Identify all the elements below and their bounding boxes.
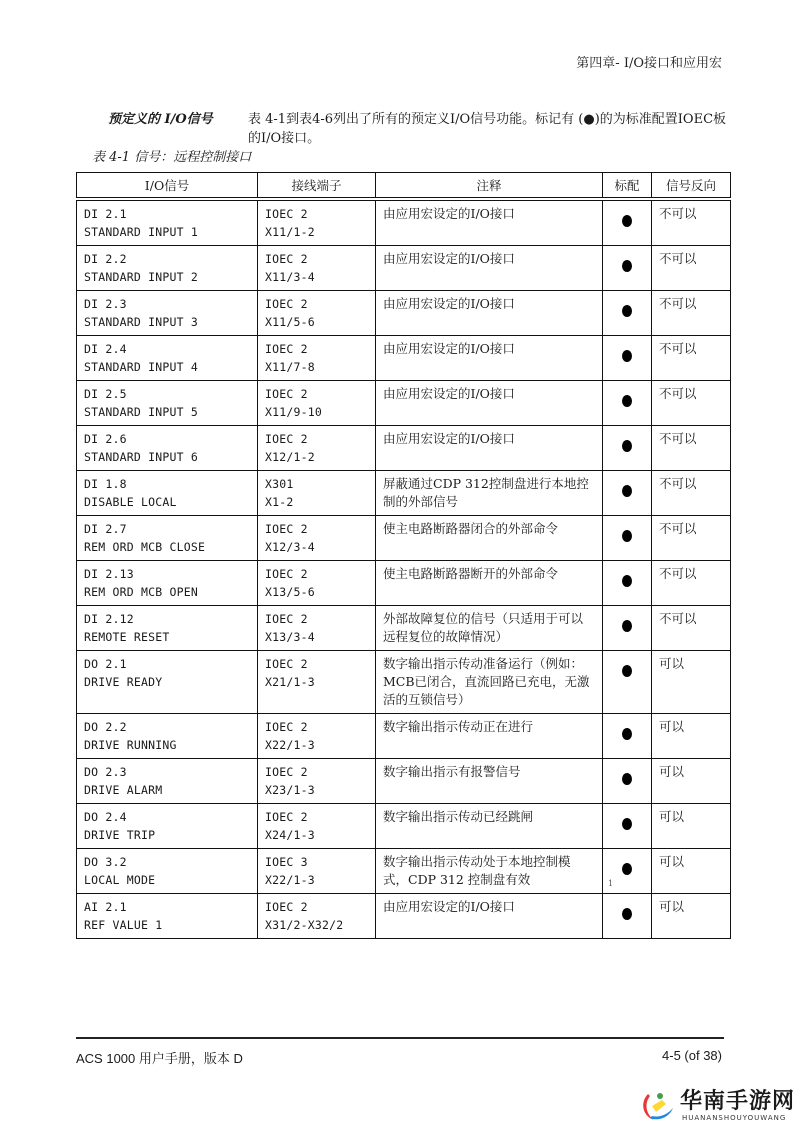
- cell-note: 数字输出指示传动已经跳闸: [376, 804, 603, 849]
- cell-note: 外部故障复位的信号（只适用于可以远程复位的故障情况）: [376, 606, 603, 651]
- standard-dot-icon: [622, 818, 632, 830]
- terminal-board: IOEC 2: [265, 522, 308, 536]
- cell-standard: [603, 651, 652, 714]
- cell-standard: [603, 381, 652, 426]
- cell-io-signal: [77, 894, 258, 939]
- cell-invertible: 不可以: [652, 561, 731, 606]
- table-header-row: [77, 173, 731, 200]
- cell-invertible: 不可以: [652, 516, 731, 561]
- table-row: [77, 381, 731, 426]
- table-row: [77, 651, 731, 714]
- terminal-pins: X11/1-2: [265, 225, 315, 239]
- table-row: [77, 291, 731, 336]
- watermark-title: 华南手游网: [680, 1089, 796, 1114]
- cell-terminal: [258, 561, 376, 606]
- cell-note: 由应用宏设定的I/O接口: [376, 199, 603, 246]
- cell-note: 使主电路断路器闭合的外部命令: [376, 516, 603, 561]
- cell-terminal: [258, 804, 376, 849]
- terminal-pins: X24/1-3: [265, 828, 315, 842]
- terminal-pins: X12/1-2: [265, 450, 315, 464]
- signal-id: DO 2.1: [84, 657, 127, 671]
- cell-standard: [603, 336, 652, 381]
- cell-invertible: 可以: [652, 804, 731, 849]
- signal-id: DI 2.13: [84, 567, 134, 581]
- standard-dot-icon: [622, 575, 632, 587]
- cell-io-signal: [77, 849, 258, 894]
- cell-invertible: 可以: [652, 651, 731, 714]
- signal-name: DRIVE TRIP: [84, 828, 156, 842]
- table-row: [77, 894, 731, 939]
- table-row: [77, 471, 731, 516]
- terminal-pins: X11/7-8: [265, 360, 315, 374]
- cell-note: 由应用宏设定的I/O接口: [376, 426, 603, 471]
- col-header-io-signal: I/O信号: [77, 173, 258, 200]
- cell-terminal: [258, 246, 376, 291]
- cell-standard: [603, 759, 652, 804]
- standard-dot-icon: [622, 485, 632, 497]
- watermark-logo-icon: [640, 1086, 676, 1124]
- signal-id: DO 2.2: [84, 720, 127, 734]
- cell-note: 数字输出指示传动处于本地控制模式，CDP 312 控制盘有效: [376, 849, 603, 894]
- cell-invertible: 可以: [652, 894, 731, 939]
- cell-note: 由应用宏设定的I/O接口: [376, 291, 603, 336]
- standard-dot-icon: [622, 773, 632, 785]
- cell-invertible: 不可以: [652, 606, 731, 651]
- table-row: [77, 561, 731, 606]
- cell-invertible: 不可以: [652, 199, 731, 246]
- standard-dot-icon: [622, 530, 632, 542]
- watermark: [640, 1084, 800, 1128]
- cell-standard: [603, 849, 652, 894]
- standard-dot-icon: [622, 305, 632, 317]
- cell-terminal: [258, 651, 376, 714]
- signal-name: LOCAL MODE: [84, 873, 156, 887]
- standard-dot-icon: [622, 350, 632, 362]
- table-row: [77, 714, 731, 759]
- cell-note: 由应用宏设定的I/O接口: [376, 381, 603, 426]
- signal-name: REMOTE RESET: [84, 630, 170, 644]
- cell-io-signal: [77, 246, 258, 291]
- cell-note: 数字输出指示传动准备运行（例如：MCB已闭合，直流回路已充电，无激活的互锁信号）: [376, 651, 603, 714]
- cell-terminal: [258, 381, 376, 426]
- cell-standard: [603, 199, 652, 246]
- terminal-pins: X11/9-10: [265, 405, 322, 419]
- cell-io-signal: [77, 336, 258, 381]
- signal-id: DO 2.4: [84, 810, 127, 824]
- cell-standard: [603, 516, 652, 561]
- cell-note: 数字输出指示传动正在进行: [376, 714, 603, 759]
- standard-dot-icon: [622, 395, 632, 407]
- terminal-board: IOEC 2: [265, 252, 308, 266]
- signal-id: DI 2.5: [84, 387, 127, 401]
- cell-note: 由应用宏设定的I/O接口: [376, 894, 603, 939]
- footnote-mark: 1: [608, 879, 614, 888]
- cell-standard: [603, 561, 652, 606]
- watermark-subtitle: HUANANSHOUYOUWANG: [682, 1114, 787, 1122]
- terminal-board: IOEC 2: [265, 432, 308, 446]
- terminal-pins: X22/1-3: [265, 738, 315, 752]
- terminal-board: IOEC 2: [265, 612, 308, 626]
- cell-standard: [603, 291, 652, 336]
- cell-terminal: [258, 606, 376, 651]
- cell-note: 由应用宏设定的I/O接口: [376, 336, 603, 381]
- signal-name: STANDARD INPUT 6: [84, 450, 198, 464]
- signal-id: DO 2.3: [84, 765, 127, 779]
- table-row: [77, 759, 731, 804]
- terminal-pins: X11/3-4: [265, 270, 315, 284]
- terminal-pins: X13/3-4: [265, 630, 315, 644]
- cell-invertible: 可以: [652, 849, 731, 894]
- standard-dot-icon: [622, 728, 632, 740]
- cell-note: 数字输出指示有报警信号: [376, 759, 603, 804]
- standard-dot-icon: [622, 440, 632, 452]
- table-caption: 表 4-1 信号：远程控制接口: [92, 150, 252, 165]
- cell-note: 由应用宏设定的I/O接口: [376, 246, 603, 291]
- signal-id: DI 2.6: [84, 432, 127, 446]
- terminal-board: IOEC 2: [265, 657, 308, 671]
- signal-name: STANDARD INPUT 1: [84, 225, 198, 239]
- cell-terminal: [258, 516, 376, 561]
- terminal-board: IOEC 2: [265, 720, 308, 734]
- cell-standard: [603, 804, 652, 849]
- col-header-note: 注释: [376, 173, 603, 200]
- col-header-terminal: 接线端子: [258, 173, 376, 200]
- signal-name: STANDARD INPUT 2: [84, 270, 198, 284]
- standard-dot-icon: [622, 665, 632, 677]
- standard-dot-icon: [622, 908, 632, 920]
- footer-page-number: 4-5 (of 38): [662, 1048, 722, 1063]
- signal-table: [76, 172, 731, 939]
- cell-terminal: [258, 894, 376, 939]
- terminal-board: X301: [265, 477, 294, 491]
- cell-invertible: 不可以: [652, 336, 731, 381]
- standard-dot-icon: [622, 260, 632, 272]
- signal-name: DRIVE RUNNING: [84, 738, 177, 752]
- terminal-pins: X31/2-X32/2: [265, 918, 344, 932]
- signal-name: DISABLE LOCAL: [84, 495, 177, 509]
- cell-io-signal: [77, 426, 258, 471]
- cell-io-signal: [77, 471, 258, 516]
- cell-invertible: 不可以: [652, 426, 731, 471]
- terminal-pins: X23/1-3: [265, 783, 315, 797]
- table-row: [77, 606, 731, 651]
- terminal-board: IOEC 2: [265, 900, 308, 914]
- signal-id: DI 2.1: [84, 207, 127, 221]
- terminal-board: IOEC 2: [265, 297, 308, 311]
- table-row: [77, 426, 731, 471]
- cell-note: 屏蔽通过CDP 312控制盘进行本地控制的外部信号: [376, 471, 603, 516]
- col-header-standard: 标配: [603, 173, 652, 200]
- cell-standard: [603, 471, 652, 516]
- signal-name: STANDARD INPUT 5: [84, 405, 198, 419]
- cell-invertible: 不可以: [652, 471, 731, 516]
- cell-invertible: 不可以: [652, 246, 731, 291]
- signal-id: DI 2.4: [84, 342, 127, 356]
- signal-name: REF VALUE 1: [84, 918, 163, 932]
- cell-io-signal: [77, 199, 258, 246]
- cell-io-signal: [77, 291, 258, 336]
- terminal-pins: X13/5-6: [265, 585, 315, 599]
- cell-terminal: [258, 849, 376, 894]
- cell-note: 使主电路断路器断开的外部命令: [376, 561, 603, 606]
- signal-name: STANDARD INPUT 3: [84, 315, 198, 329]
- intro-text: 表 4-1到表4-6列出了所有的预定义I/O信号功能。标记有 (●)的为标准配置IOEC板的I/O接口。: [248, 112, 727, 146]
- standard-dot-icon: [622, 620, 632, 632]
- signal-id: DO 3.2: [84, 855, 127, 869]
- cell-io-signal: [77, 651, 258, 714]
- cell-invertible: 不可以: [652, 381, 731, 426]
- cell-io-signal: [77, 714, 258, 759]
- terminal-board: IOEC 2: [265, 765, 308, 779]
- signal-name: STANDARD INPUT 4: [84, 360, 198, 374]
- signal-id: DI 2.3: [84, 297, 127, 311]
- cell-standard: [603, 426, 652, 471]
- cell-io-signal: [77, 561, 258, 606]
- cell-io-signal: [77, 381, 258, 426]
- table-row: [77, 336, 731, 381]
- cell-standard: [603, 606, 652, 651]
- cell-standard: [603, 714, 652, 759]
- terminal-board: IOEC 3: [265, 855, 308, 869]
- col-header-invertible: 信号反向: [652, 173, 731, 200]
- table-row: [77, 516, 731, 561]
- table-row: [77, 246, 731, 291]
- footer-manual-title: ACS 1000 用户手册，版本 D: [76, 1051, 243, 1066]
- cell-invertible: 可以: [652, 759, 731, 804]
- signal-id: DI 2.7: [84, 522, 127, 536]
- standard-dot-icon: [622, 863, 632, 875]
- signal-id: DI 2.12: [84, 612, 134, 626]
- cell-invertible: 不可以: [652, 291, 731, 336]
- terminal-pins: X21/1-3: [265, 675, 315, 689]
- cell-terminal: [258, 291, 376, 336]
- table-row: [77, 199, 731, 246]
- cell-standard: [603, 246, 652, 291]
- table-row: [77, 849, 731, 894]
- terminal-board: IOEC 2: [265, 810, 308, 824]
- cell-io-signal: [77, 606, 258, 651]
- terminal-board: IOEC 2: [265, 342, 308, 356]
- cell-terminal: [258, 199, 376, 246]
- signal-id: DI 2.2: [84, 252, 127, 266]
- cell-terminal: [258, 714, 376, 759]
- cell-io-signal: [77, 804, 258, 849]
- cell-io-signal: [77, 516, 258, 561]
- terminal-pins: X22/1-3: [265, 873, 315, 887]
- cell-terminal: [258, 471, 376, 516]
- terminal-pins: X12/3-4: [265, 540, 315, 554]
- terminal-board: IOEC 2: [265, 207, 308, 221]
- table-row: [77, 804, 731, 849]
- signal-name: DRIVE ALARM: [84, 783, 163, 797]
- running-header: 第四章- I/O接口和应用宏: [576, 56, 722, 71]
- cell-invertible: 可以: [652, 714, 731, 759]
- terminal-board: IOEC 2: [265, 567, 308, 581]
- cell-terminal: [258, 426, 376, 471]
- signal-name: REM ORD MCB CLOSE: [84, 540, 206, 554]
- cell-terminal: [258, 336, 376, 381]
- signal-name: REM ORD MCB OPEN: [84, 585, 198, 599]
- footer-rule: [76, 1037, 724, 1039]
- standard-dot-icon: [622, 215, 632, 227]
- signal-name: DRIVE READY: [84, 675, 163, 689]
- terminal-pins: X11/5-6: [265, 315, 315, 329]
- cell-standard: [603, 894, 652, 939]
- cell-io-signal: [77, 759, 258, 804]
- intro-label: 预定义的 I/O信号: [108, 112, 213, 127]
- terminal-board: IOEC 2: [265, 387, 308, 401]
- terminal-pins: X1-2: [265, 495, 294, 509]
- signal-id: DI 1.8: [84, 477, 127, 491]
- signal-id: AI 2.1: [84, 900, 127, 914]
- cell-terminal: [258, 759, 376, 804]
